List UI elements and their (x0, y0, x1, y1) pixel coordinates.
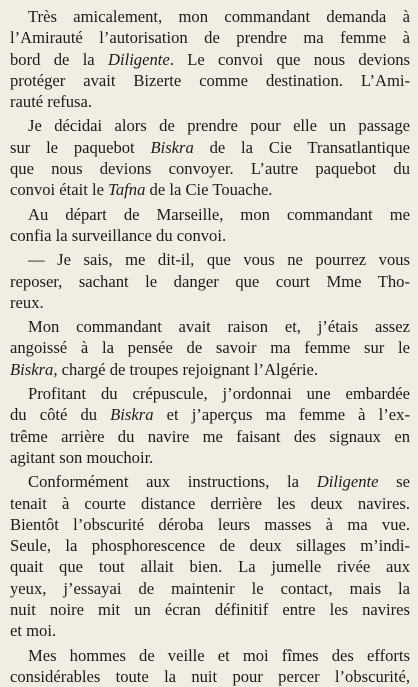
text-line (10, 383, 410, 404)
paragraph (10, 383, 410, 468)
text-line (10, 27, 410, 48)
italic-text: Diligente (107, 49, 170, 69)
text-line (10, 599, 410, 620)
text-line (10, 91, 410, 112)
text-segment: Je décidai alors de prendre pour elle un passage (28, 116, 410, 136)
text-line (10, 620, 410, 641)
text-segment: et moi. (10, 621, 57, 641)
text-line (10, 137, 410, 158)
text-segment: Mon commandant avait raison et, j’étais assez (28, 317, 410, 337)
paragraph (10, 471, 410, 641)
text-segment: — Je sais, me dit-il, que vous ne pourrez vous (28, 250, 410, 270)
text-segment: que nous devions convoyer. L’autre paquebot du (10, 159, 410, 179)
text-line (10, 158, 410, 179)
text-segment: considérables toute la nuit pour percer l’obscurité, (10, 666, 410, 686)
text-line (10, 6, 410, 27)
text-segment: Conformément aux instructions, la (28, 472, 317, 492)
italic-text: Biskra, (10, 359, 58, 379)
text-line (10, 337, 410, 358)
paragraph (10, 645, 410, 687)
text-line (10, 404, 410, 425)
text-segment: convoi était le (10, 180, 109, 200)
text-segment: protéger avait Bizerte comme destination. L’Ami- (10, 70, 410, 90)
italic-text: Biskra (150, 137, 194, 157)
text-segment: Très amicalement, mon commandant demanda à (28, 7, 410, 26)
text-line (10, 204, 410, 225)
text-line (10, 426, 410, 447)
text-segment: sur le paquebot (10, 137, 151, 157)
paragraph (10, 6, 410, 112)
paragraph (10, 249, 410, 313)
text-segment: reux. (10, 292, 44, 312)
text-line (10, 447, 410, 468)
text-line (10, 535, 410, 556)
text-line (10, 292, 410, 313)
text-line (10, 316, 410, 337)
text-segment: chargé de troupes rejoignant l’Algérie. (57, 359, 318, 379)
text-line (10, 556, 410, 577)
text-segment: Profitant du crépuscule, j’ordonnai une embardée (28, 384, 410, 404)
text-line (10, 514, 410, 535)
text-segment: se (378, 472, 410, 492)
text-line (10, 115, 410, 136)
text-line (10, 359, 410, 380)
text-segment: Mes hommes de veille et moi fîmes des efforts (28, 645, 410, 665)
text-line (10, 225, 410, 246)
text-line (10, 578, 410, 599)
text-line (10, 666, 410, 687)
text-line (10, 49, 410, 70)
text-segment: bord de la (10, 49, 108, 69)
text-line (10, 179, 410, 200)
paragraph (10, 316, 410, 380)
text-segment: agitant son mouchoir. (10, 447, 154, 467)
paragraph (10, 115, 410, 200)
text-segment: l’Amirauté l’autorisation de prendre ma femme à (10, 28, 410, 48)
text-segment: nuit noire mit un écran définitif entre les navires (10, 600, 410, 620)
paragraph (10, 204, 410, 247)
text-segment: et j’aperçus ma femme à l’ex- (153, 405, 410, 425)
text-line (10, 70, 410, 91)
text-segment: de la Cie Transatlantique (193, 137, 410, 157)
text-segment: confia la surveillance du convoi. (10, 225, 227, 245)
text-segment: Seule, la phosphorescence de deux sillages m’indi- (10, 536, 410, 556)
text-segment: Au départ de Marseille, mon commandant me (28, 204, 410, 224)
text-segment: rauté refusa. (10, 92, 92, 112)
text-segment: tenait à courte distance derrière les deux navires. (10, 493, 410, 513)
text-segment: . Le convoi que nous devions (169, 49, 411, 69)
text-segment: yeux, j’essayai de maintenir le contact, mais la (10, 578, 410, 598)
text-segment: du côté du (10, 405, 111, 425)
text-line (10, 271, 410, 292)
text-segment: trême arrière du navire me faisant des signaux en (10, 426, 410, 446)
italic-text: Diligente (316, 472, 379, 492)
text-line (10, 493, 410, 514)
text-segment: de la Cie Touache. (145, 180, 273, 200)
text-line (10, 249, 410, 270)
italic-text: Tafna (108, 180, 146, 200)
text-segment: angoissé à la pensée de savoir ma femme sur le (10, 338, 410, 358)
text-segment: quait que tout allait bien. La jumelle rivée aux (10, 557, 410, 577)
text-line (10, 645, 410, 666)
text-line (10, 471, 410, 492)
text-body (10, 6, 410, 687)
italic-text: Biskra (110, 405, 154, 425)
text-segment: Bientôt l’obscurité déroba leurs masses à ma vue. (10, 514, 410, 534)
text-segment: reposer, sachant le danger que court Mme Tho- (10, 271, 410, 291)
